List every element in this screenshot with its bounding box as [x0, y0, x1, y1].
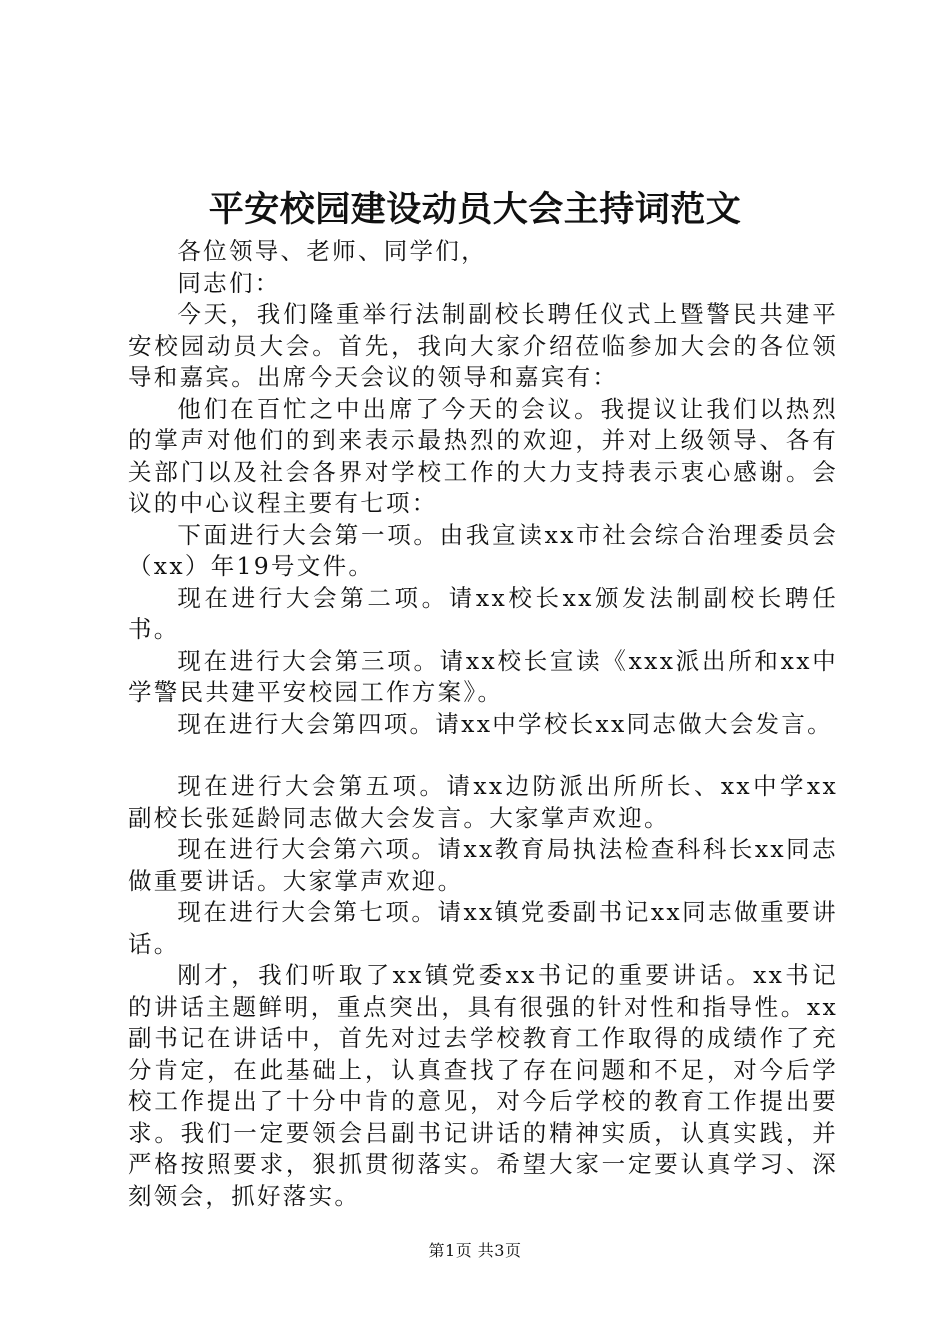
- paragraph-opening: 今天，我们隆重举行法制副校长聘任仪式上暨警民共建平安校园动员大会。首先，我向大家介绍莅临参加大会的各位领导和嘉宾。出席今天会议的领导和嘉宾有：: [128, 300, 838, 391]
- document-body: [128, 236, 838, 1212]
- paragraph-agenda-6: 现在进行大会第六项。请xx教育局执法检查科科长xx同志做重要讲话。大家掌声欢迎。: [128, 835, 838, 895]
- paragraph-summary: 刚才，我们听取了xx镇党委xx书记的重要讲话。xx书记的讲话主题鲜明，重点突出，具有很强的针对性和指导性。xx副书记在讲话中，首先对过去学校教育工作取得的成绩作了充分肯定，在此基础上，认真查找了存在问题和不足，对今后学校工作提出了十分中肯的意见，对今后学校的教育工作提出要求。我们一定要领会吕副书记讲话的精神实质，认真实践，并严格按照要求，狠抓贯彻落实。希望大家一定要认真学习、深刻领会，抓好落实。: [128, 961, 838, 1210]
- page-number-footer: 第1页 共3页: [428, 1241, 522, 1260]
- paragraph-salutation: 各位领导、老师、同学们，: [177, 237, 487, 265]
- paragraph-salutation-comrades: 同志们：: [177, 268, 281, 297]
- paragraph-agenda-4: 现在进行大会第四项。请xx中学校长xx同志做大会发言。: [177, 709, 833, 738]
- document-title: 平安校园建设动员大会主持词范文: [208, 189, 742, 230]
- paragraph-agenda-1: 下面进行大会第一项。由我宣读xx市社会综合治理委员会（xx）年19号文件。: [128, 520, 838, 580]
- paragraph-welcome: 他们在百忙之中出席了今天的会议。我提议让我们以热烈的掌声对他们的到来表示最热烈的欢迎，并对上级领导、各有关部门以及社会各界对学校工作的大力支持表示衷心感谢。会议的中心议程主要有七项：: [128, 394, 838, 517]
- paragraph-agenda-3: 现在进行大会第三项。请xx校长宣读《xxx派出所和xx中学警民共建平安校园工作方案》。: [128, 646, 838, 706]
- paragraph-agenda-2: 现在进行大会第二项。请xx校长xx颁发法制副校长聘任书。: [128, 583, 838, 643]
- paragraph-agenda-5: 现在进行大会第五项。请xx边防派出所所长、xx中学xx副校长张延龄同志做大会发言。大家掌声欢迎。: [128, 772, 838, 832]
- paragraph-agenda-7: 现在进行大会第七项。请xx镇党委副书记xx同志做重要讲话。: [128, 898, 838, 958]
